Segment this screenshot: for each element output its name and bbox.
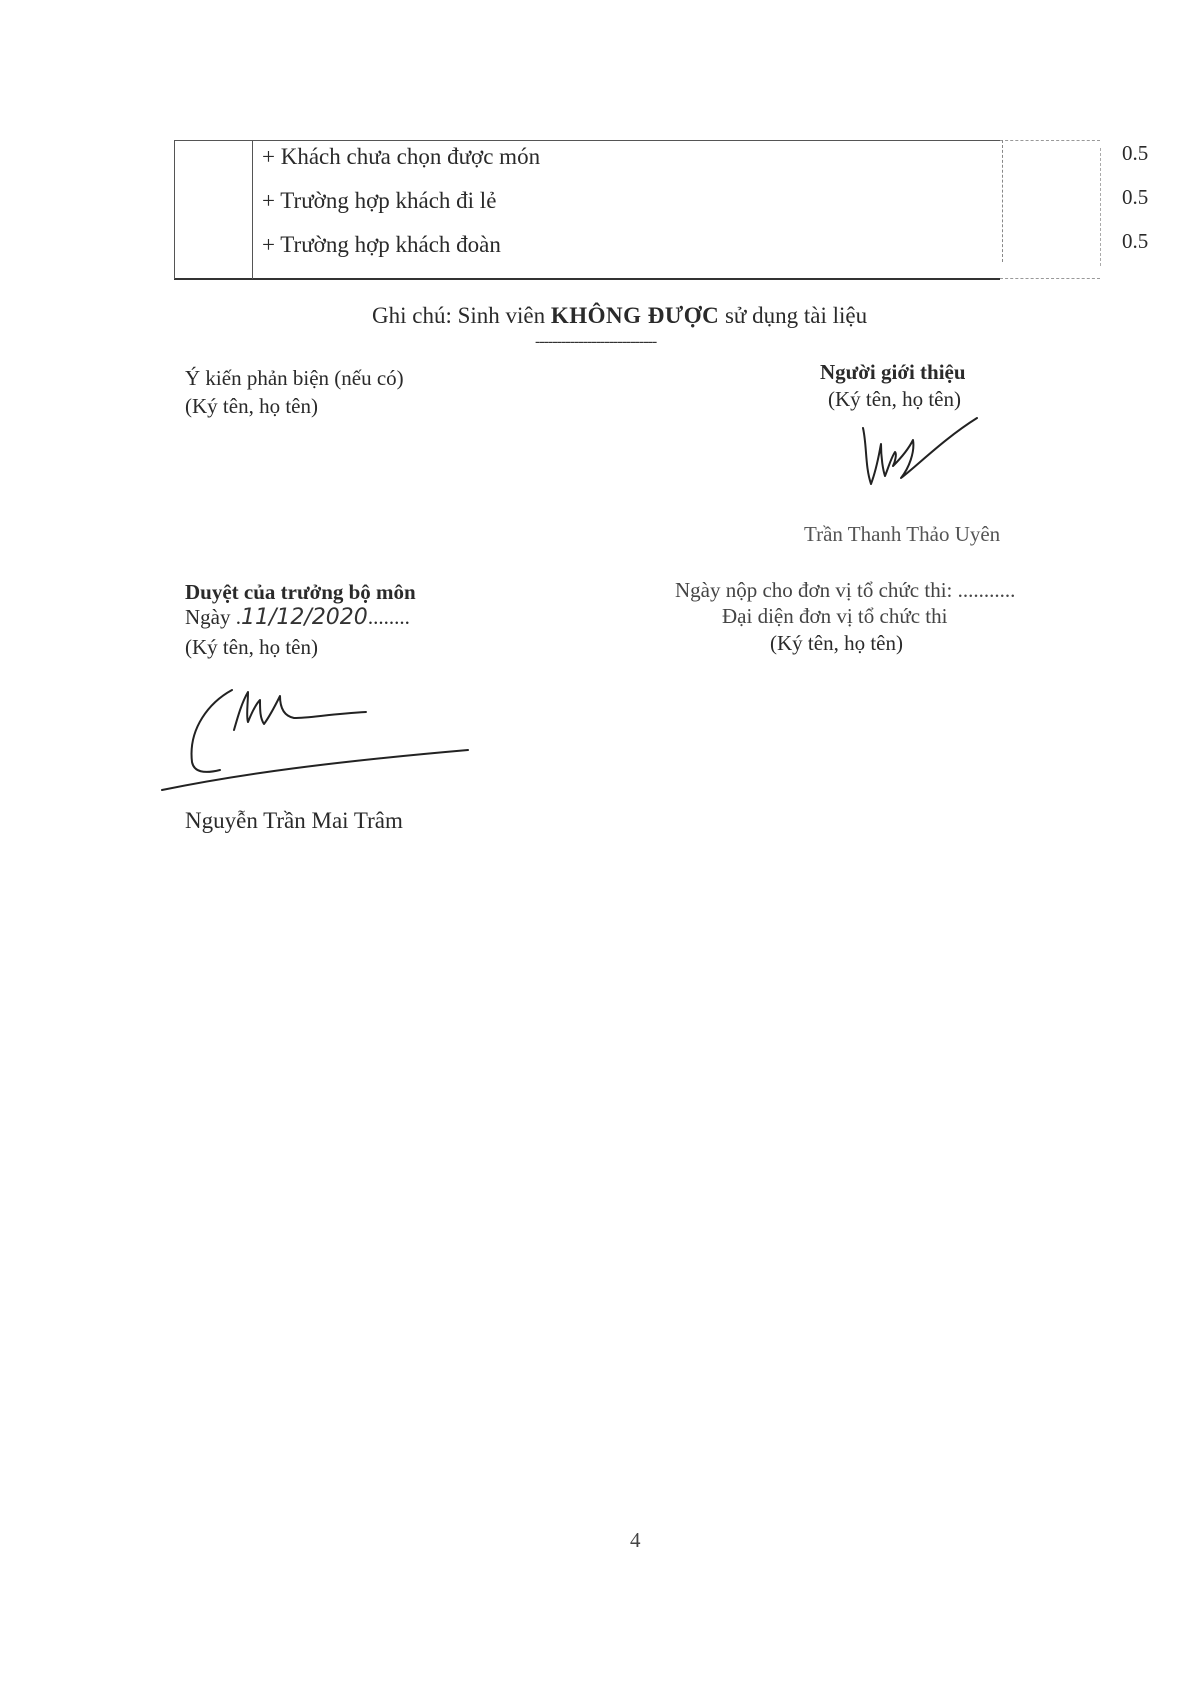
approval-name: Nguyễn Trần Mai Trâm [185, 808, 403, 833]
approval-title: Duyệt của trưởng bộ môn [185, 580, 416, 604]
note-separator: ---------------------------- [535, 333, 657, 350]
approval-date-suffix: ........ [367, 605, 410, 629]
table-border-right [1100, 148, 1101, 266]
table-column-divider [252, 140, 253, 279]
exam-note [372, 303, 867, 329]
introducer-title: Người giới thiệu [820, 360, 966, 384]
approval-signature [160, 682, 470, 794]
criterion-text: + Trường hợp khách đoàn [262, 232, 501, 257]
criterion-score: 0.5 [1122, 141, 1149, 165]
introducer-name: Trần Thanh Thảo Uyên [804, 522, 1001, 546]
reviewer-subtitle: (Ký tên, họ tên) [185, 394, 318, 418]
score-table [174, 140, 1149, 279]
approval-date [185, 605, 410, 630]
criterion-score: 0.5 [1122, 185, 1149, 209]
table-row [262, 140, 1149, 174]
introducer-subtitle: (Ký tên, họ tên) [828, 387, 961, 411]
note-prefix: Ghi chú: Sinh viên [372, 303, 551, 328]
criterion-score: 0.5 [1122, 229, 1149, 253]
table-row [262, 184, 1149, 218]
criterion-text: + Trường hợp khách đi lẻ [262, 188, 497, 213]
table-border-left [174, 140, 175, 279]
criterion-text: + Khách chưa chọn được món [262, 144, 541, 169]
page-number: 4 [630, 1528, 641, 1552]
submission-subtitle: (Ký tên, họ tên) [770, 631, 903, 655]
approval-date-handwritten: 11/12/2020 [241, 605, 368, 630]
table-border-bottom [174, 278, 1000, 280]
introducer-signature [855, 418, 985, 490]
approval-date-prefix: Ngày . [185, 605, 241, 629]
table-row [262, 228, 1149, 262]
approval-subtitle: (Ký tên, họ tên) [185, 635, 318, 659]
submission-representative: Đại diện đơn vị tổ chức thi [722, 604, 948, 628]
reviewer-title: Ý kiến phản biện (nếu có) [185, 366, 404, 390]
note-suffix: sử dụng tài liệu [719, 303, 868, 328]
submission-date: Ngày nộp cho đơn vị tổ chức thi: ........... [675, 578, 1016, 602]
note-emphasis: KHÔNG ĐƯỢC [550, 303, 720, 328]
table-border-bottom-right [1000, 278, 1100, 279]
